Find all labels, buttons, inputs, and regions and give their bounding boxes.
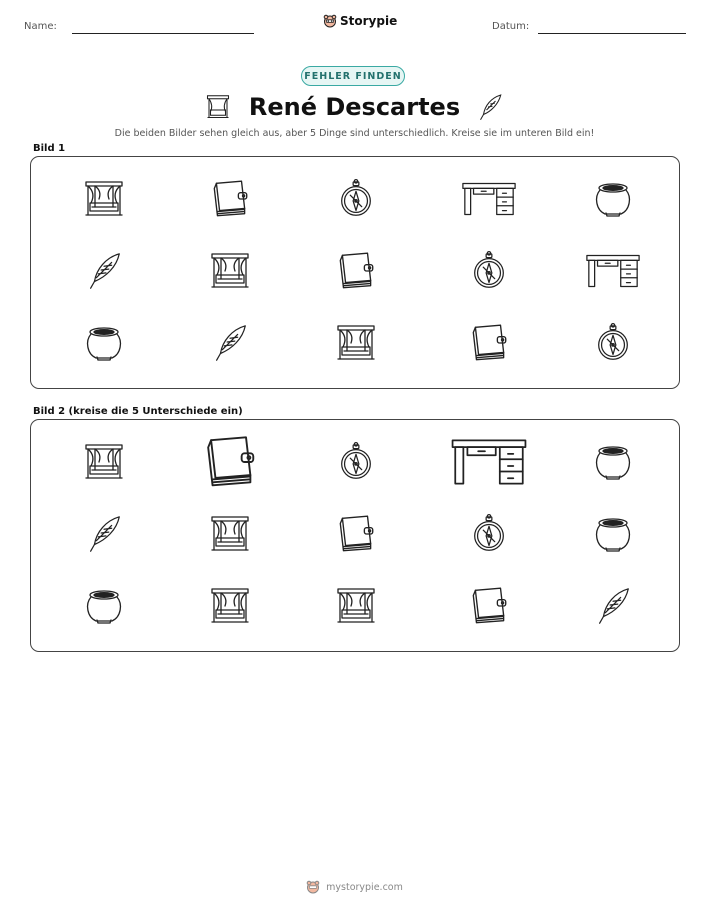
bed-icon[interactable] <box>334 584 378 628</box>
bed-icon[interactable] <box>82 440 126 484</box>
bed-icon <box>334 321 378 365</box>
name-line[interactable] <box>72 33 254 34</box>
picture-2-label: Bild 2 (kreise die 5 Unterschiede ein) <box>33 406 243 417</box>
brand-logo <box>323 14 397 28</box>
book-icon <box>207 176 253 222</box>
book-icon[interactable] <box>333 511 379 557</box>
compass-icon[interactable] <box>468 511 510 557</box>
page-title: René Descartes <box>248 93 461 121</box>
pot-icon <box>591 177 635 221</box>
compass-icon <box>335 176 377 222</box>
mascot-icon <box>306 880 320 894</box>
date-label: Datum: <box>492 21 530 32</box>
instructions: Die beiden Bilder sehen gleich aus, aber 5 Dinge sind unterschiedlich. Kreise sie im unteren Bild ein! <box>114 128 595 139</box>
mascot-icon <box>323 14 337 28</box>
pot-icon[interactable] <box>591 440 635 484</box>
pot-icon <box>82 321 126 365</box>
worksheet-type-badge: FEHLER FINDEN <box>301 66 405 86</box>
bed-icon[interactable] <box>208 584 252 628</box>
brand-name: Storypie <box>340 14 398 28</box>
bed-icon <box>208 249 252 293</box>
picture-1-panel <box>30 156 680 389</box>
name-label: Name: <box>24 21 57 32</box>
compass-icon <box>592 320 634 366</box>
quill-icon <box>83 247 125 295</box>
footer <box>0 880 709 894</box>
quill-icon <box>209 319 251 367</box>
bed-icon <box>203 92 233 122</box>
book-icon[interactable] <box>466 583 512 629</box>
book-icon <box>333 248 379 294</box>
quill-icon <box>476 92 506 122</box>
date-line[interactable] <box>538 33 686 34</box>
compass-icon <box>468 248 510 294</box>
desk-icon[interactable] <box>449 431 530 493</box>
book-icon <box>466 320 512 366</box>
desk-icon <box>584 249 642 293</box>
picture-2-panel[interactable] <box>30 419 680 652</box>
title-row <box>0 90 709 124</box>
compass-icon[interactable] <box>335 439 377 485</box>
bed-icon[interactable] <box>208 512 252 556</box>
quill-icon[interactable] <box>83 510 125 558</box>
book-icon[interactable] <box>198 430 262 494</box>
pot-icon[interactable] <box>82 584 126 628</box>
quill-icon[interactable] <box>592 582 634 630</box>
pot-icon[interactable] <box>591 512 635 556</box>
desk-icon <box>460 177 518 221</box>
picture-1-label: Bild 1 <box>33 143 66 154</box>
footer-site: mystorypie.com <box>326 881 403 893</box>
bed-icon <box>82 177 126 221</box>
